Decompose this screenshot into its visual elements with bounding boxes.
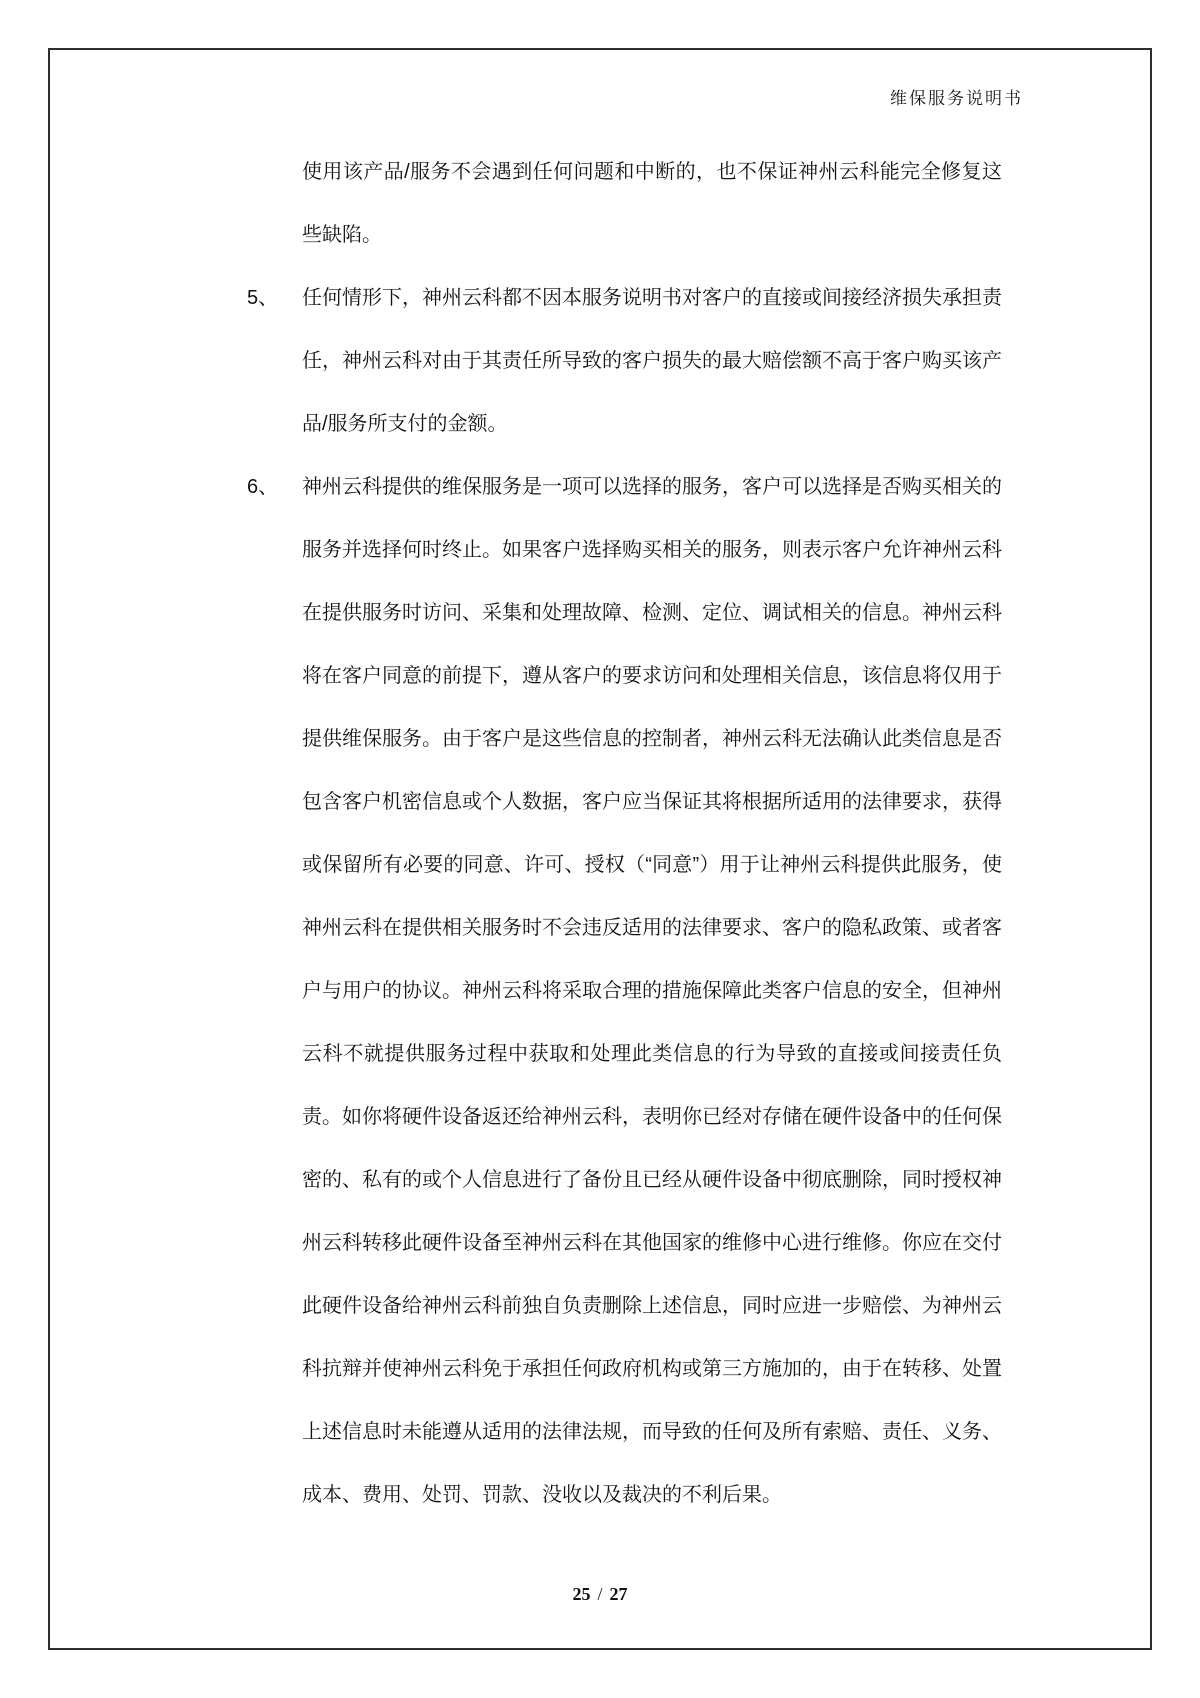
continuation-paragraph: 使用该产品/服务不会遇到任何问题和中断的，也不保证神州云科能完全修复这些缺陷。 [302, 161, 1002, 246]
document-body [247, 141, 1002, 1527]
page-footer [0, 1584, 1200, 1605]
list-item-6-text: 神州云科提供的维保服务是一项可以选择的服务，客户可以选择是否购买相关的服务并选择何时终止。如果客户选择购买相关的服务，则表示客户允许神州云科在提供服务时访问、采集和处理故障、检测、定位、调试相关的信息。神州云科将在客户同意的前提下，遵从客户的要求访问和处理相关信息，该信息将仅用于提供维保服务。由于客户是这些信息的控制者，神州云科无法确认此类信息是否包含客户机密信息或个人数据，客户应当保证其将根据所适用的法律要求，获得或保留所有必要的同意、许可、授权（“同意”）用于让神州云科提供此服务，使神州云科在提供相关服务时不会违反适用的法律要求、客户的隐私政策、或者客户与用户的协议。神州云科将采取合理的措施保障此类客户信息的安全，但神州云科不就提供服务过程中获取和处理此类信息的行为导致的直接或间接责任负责。如你将硬件设备返还给神州云科，表明你已经对存储在硬件设备中的任何保密的、私有的或个人信息进行了备份且已经从硬件设备中彻底删除，同时授权神州云科转移此硬件设备至神州云科在其他国家的维修中心进行维修。你应在交付此硬件设备给神州云科前独自负责删除上述信息，同时应进一步赔偿、为神州云科抗辩并使神州云科免于承担任何政府机构或第三方施加的，由于在转移、处置上述信息时未能遵从适用的法律法规，而导致的任何及所有索赔、责任、义务、成本、费用、处罚、罚款、没收以及裁决的不利后果。 [302, 476, 1002, 1506]
list-item-6 [247, 456, 1002, 1527]
page-number-total: 27 [609, 1584, 628, 1604]
list-item-6-number: 6、 [247, 476, 279, 498]
list-item-5-text: 任何情形下，神州云科都不因本服务说明书对客户的直接或间接经济损失承担责任，神州云科对由于其责任所导致的客户损失的最大赔偿额不高于客户购买该产品/服务所支付的金额。 [302, 287, 1002, 435]
list-item-5 [247, 267, 1002, 456]
page-number-current: 25 [572, 1584, 591, 1604]
list-item-5-number: 5、 [247, 287, 279, 309]
page-number-separator: / [597, 1584, 603, 1604]
header-title: 维保服务说明书 [890, 89, 1023, 108]
